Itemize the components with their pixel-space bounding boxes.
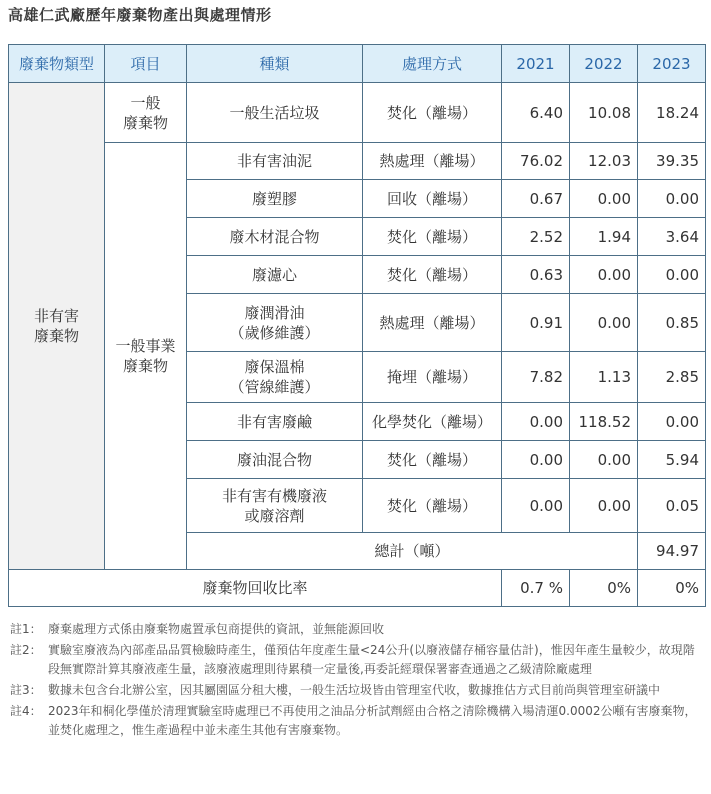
kind-cell: 廢油混合物: [187, 441, 363, 479]
recycle-rate-label: 廢棄物回收比率: [9, 570, 502, 607]
footnote: [10, 702, 700, 740]
value-2023-cell: 0.05: [638, 479, 706, 533]
value-2021-cell: 7.82: [502, 352, 570, 403]
footnote: [10, 620, 700, 639]
header-item: 項目: [105, 45, 187, 83]
value-2021-cell: 2.52: [502, 218, 570, 256]
footnote-label: 註1：: [10, 622, 42, 636]
value-2021-cell: 6.40: [502, 83, 570, 143]
value-2023-cell: 0.00: [638, 256, 706, 294]
header-kind: 種類: [187, 45, 363, 83]
method-cell: 掩埋（離場）: [363, 352, 502, 403]
method-cell: 焚化（離場）: [363, 441, 502, 479]
kind-cell: 一般生活垃圾: [187, 83, 363, 143]
value-2021-cell: 76.02: [502, 143, 570, 180]
footnote: [10, 681, 700, 700]
header-2023: 2023: [638, 45, 706, 83]
footnote: [10, 641, 700, 679]
method-cell: 回收（離場）: [363, 180, 502, 218]
value-2023-cell: 39.35: [638, 143, 706, 180]
footnote-text: 廢棄處理方式係由廢棄物處置承包商提供的資訊，並無能源回收: [48, 622, 385, 636]
method-cell: 焚化（離場）: [363, 83, 502, 143]
value-2022-cell: 0.00: [570, 479, 638, 533]
value-2022-cell: 10.08: [570, 83, 638, 143]
value-2021-cell: 0.00: [502, 441, 570, 479]
footnote-label: 註4：: [10, 704, 42, 718]
value-2022-cell: 118.52: [570, 403, 638, 441]
header-method: 處理方式: [363, 45, 502, 83]
value-2023-cell: 0.00: [638, 180, 706, 218]
value-2022-cell: 1.13: [570, 352, 638, 403]
footnote-text: 實驗室廢液為內部產品品質檢驗時產生，僅預估年度產生量<24公升(以廢液儲存桶容量估計)，惟因年產生量較少，故現階段無實際計算其廢液產生量，該廢液處理則待累積一定量後,再委託經環保署審查通過之乙級清除廠處理: [48, 643, 695, 676]
recycle-rate-2023-cell: 0%: [638, 570, 706, 607]
value-2021-cell: 0.67: [502, 180, 570, 218]
recycle-rate-2021-cell: 0.7 %: [502, 570, 570, 607]
kind-cell: 非有害有機廢液 或廢溶劑: [187, 479, 363, 533]
footnote-label: 註3：: [10, 683, 42, 697]
value-2022-cell: 12.03: [570, 143, 638, 180]
kind-cell: 非有害油泥: [187, 143, 363, 180]
total-label: 總計（噸）: [187, 533, 638, 570]
table-row: [9, 143, 706, 180]
item-business-cell: 一般事業 廢棄物: [105, 143, 187, 570]
value-2021-cell: 0.91: [502, 294, 570, 352]
kind-cell: 廢塑膠: [187, 180, 363, 218]
value-2022-cell: 0.00: [570, 180, 638, 218]
method-cell: 熱處理（離場）: [363, 294, 502, 352]
kind-cell: 廢濾心: [187, 256, 363, 294]
value-2023-cell: 3.64: [638, 218, 706, 256]
total-2021-cell: 94.97: [638, 533, 706, 570]
waste-table: [8, 44, 706, 607]
value-2023-cell: 2.85: [638, 352, 706, 403]
kind-cell: 廢木材混合物: [187, 218, 363, 256]
footnotes: [10, 620, 700, 742]
table-row: [9, 83, 706, 143]
header-row: [9, 45, 706, 83]
value-2022-cell: 0.00: [570, 256, 638, 294]
header-2022: 2022: [570, 45, 638, 83]
recycle-rate-2022-cell: 0%: [570, 570, 638, 607]
value-2021-cell: 0.00: [502, 403, 570, 441]
value-2021-cell: 0.63: [502, 256, 570, 294]
value-2023-cell: 18.24: [638, 83, 706, 143]
header-waste-type: 廢棄物類型: [9, 45, 105, 83]
value-2022-cell: 0.00: [570, 441, 638, 479]
kind-cell: 廢保溫棉 （管線維護）: [187, 352, 363, 403]
value-2023-cell: 0.85: [638, 294, 706, 352]
value-2022-cell: 0.00: [570, 294, 638, 352]
method-cell: 化學焚化（離場）: [363, 403, 502, 441]
method-cell: 焚化（離場）: [363, 256, 502, 294]
item-general-cell: 一般 廢棄物: [105, 83, 187, 143]
footnote-text: 數據未包含台北辦公室，因其屬園區分租大樓，一般生活垃圾皆由管理室代收，數據推估方式目前尚與管理室研議中: [48, 683, 661, 697]
value-2023-cell: 5.94: [638, 441, 706, 479]
footnote-label: 註2：: [10, 643, 42, 657]
page-title: 高雄仁武廠歷年廢棄物產出與處理情形: [8, 6, 272, 24]
value-2022-cell: 1.94: [570, 218, 638, 256]
method-cell: 焚化（離場）: [363, 479, 502, 533]
value-2021-cell: 0.00: [502, 479, 570, 533]
method-cell: 熱處理（離場）: [363, 143, 502, 180]
recycle-rate-row: [9, 570, 706, 607]
kind-cell: 非有害廢鹼: [187, 403, 363, 441]
waste-type-cell: 非有害 廢棄物: [9, 83, 105, 570]
value-2023-cell: 0.00: [638, 403, 706, 441]
header-2021: 2021: [502, 45, 570, 83]
footnote-text: 2023年和桐化學僅於清理實驗室時處理已不再使用之油品分析試劑經由合格之清除機構入場清運0.0002公噸有害廢棄物，並焚化處理之，惟生產過程中並未產生其他有害廢棄物。: [48, 704, 697, 737]
method-cell: 焚化（離場）: [363, 218, 502, 256]
kind-cell: 廢潤滑油 （歲修維護）: [187, 294, 363, 352]
